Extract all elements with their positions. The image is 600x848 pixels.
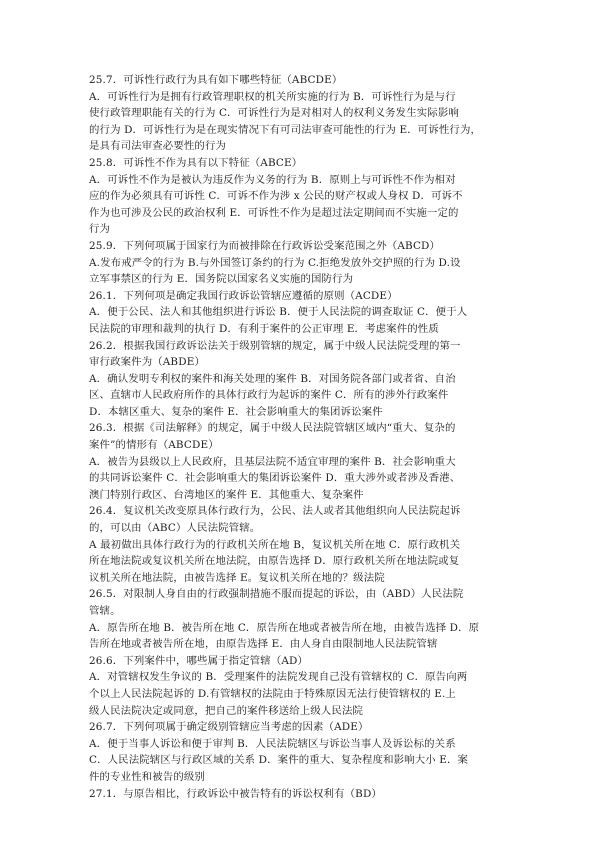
document-text (89, 72, 513, 802)
text-line: A．可诉性不作为是被认为违反作为义务的行为 B．原则上与可诉性不作为相对 (89, 173, 456, 186)
text-line: 件的专业性和被告的级别 (89, 770, 205, 783)
text-line: 25.9．下列何项属于国家行为而被排除在行政诉讼受案范围之外（ABCD） (89, 239, 441, 252)
text-line: 应的作为必须具有可诉性 C．可诉不作为涉 x 公民的财产权或人身权 D．可诉不 (89, 190, 463, 203)
text-line: 26.6．下列案件中，哪些属于指定管辖（AD） (89, 654, 309, 667)
text-line: 告所在地或者被告所在地，由原告选择 E．由人身自由限制地人民法院管辖 (89, 638, 438, 651)
text-line: 26.1．下列何项是确定我国行政诉讼管辖应遵循的原则（ACDE） (89, 289, 398, 302)
text-line: 26.7．下列何项属于确定级别管辖应当考虑的因素（ADE） (89, 721, 369, 734)
text-line: A．被告为县级以上人民政府，且基层法院不适宜审理的案件 B．社会影响重大 (89, 455, 456, 468)
text-line: 行为 (89, 223, 111, 236)
text-line: 所在地法院或复议机关所在地法院，由原告选择 D．原行政机关所在地法院或复 (89, 555, 460, 568)
text-line: A．对管辖权发生争议的 B．受理案件的法院发现自己没有管辖权的 C．原告向两 (89, 671, 468, 684)
text-line: 作为也可涉及公民的政治权利 E．可诉性不作为是超过法定期间而不实施一定的 (89, 206, 459, 219)
text-line: A．可诉性行为是拥有行政管理职权的机关所实施的行为 B．可诉性行为是与行 (89, 90, 456, 103)
text-line: D．本辖区重大、复杂的案件 E．社会影响重大的集团诉讼案件 (89, 405, 383, 418)
text-line: 立军事禁区的行为 E．国务院以国家名义实施的国防行为 (89, 273, 354, 286)
text-line: 民法院的审理和裁判的执行 D．有利于案件的公正审理 E．考虑案件的性质 (89, 322, 439, 335)
text-line: 的共同诉讼案件 C．社会影响重大的集团诉讼案件 D．重大涉外或者涉及香港、 (89, 472, 461, 485)
text-line: 澳门特别行政区、台湾地区的案件 E．其他重大、复杂案件 (89, 488, 364, 501)
text-line: A．确认发明专利权的案件和海关处理的案件 B．对国务院各部门或者省、自治 (89, 372, 456, 385)
text-line: 区、直辖市人民政府所作的具体行政行为起诉的案件 C．所有的涉外行政案件 (89, 389, 449, 402)
text-line: A．便于当事人诉讼和便于审判 B．人民法院辖区与诉讼当事人及诉讼标的关系 (89, 737, 456, 750)
text-line: 26.3．根据《司法解释》的规定，属于中级人民法院管辖区域内“重大、复杂的 (89, 422, 456, 435)
text-line: C．人民法院辖区与行政区域的关系 D．案件的重大、复杂程度和影响大小 E．案 (89, 754, 469, 767)
text-line: 26.2．根据我国行政诉讼法关于级别管辖的规定，属于中级人民法院受理的第一 (89, 339, 461, 352)
text-line: 是具有司法审查必要性的行为 (89, 140, 227, 153)
text-line: A．原告所在地 B．被告所在地 C．原告所在地或者被告所在地，由被告选择 D．原 (89, 621, 480, 634)
text-line: 的行为 D．可诉性行为是在现实情况下有可司法审查可能性的行为 E．可诉性行为， (89, 123, 482, 136)
text-line: A 最初做出具体行政行为的行政机关所在地 B，复议机关所在地 C．原行政机关 (89, 538, 461, 551)
text-line: 审行政案件为（ABDE） (89, 356, 205, 369)
text-line: 27.1．与原告相比，行政诉讼中被告特有的诉讼权利有（BD） (89, 787, 382, 800)
text-line: 的，可以由（ABC）人民法院管辖。 (89, 522, 261, 535)
text-line: 25.7．可诉性行政行为具有如下哪些特征（ABCDE） (89, 74, 343, 86)
text-line: 使行政管理职能有关的行为 C．可诉性行为是对相对人的权利义务发生实际影响 (89, 107, 459, 120)
text-line: 26.5．对限制人身自由的行政强制措施不服而提起的诉讼，由（ABD）人民法院 (89, 588, 464, 601)
text-line: 管辖。 (89, 605, 121, 617)
text-line: 议机关所在地法院，由被告选择 E。复议机关所在地的？级法院 (89, 571, 385, 584)
text-line: A.发布戒严令的行为 B.与外国签订条约的行为 C.拒绝发放外交护照的行为 D.设 (89, 256, 461, 269)
text-line: A．便于公民、法人和其他组织进行诉讼 B．便于人民法院的调查取证 C．便于人 (89, 306, 468, 319)
text-line: 26.4．复议机关改变原具体行政行为，公民、法人或者其他组织向人民法院起诉 (89, 505, 461, 518)
text-line: 25.8．可诉性不作为具有以下特征（ABCE） (89, 156, 303, 169)
text-line: 个以上人民法院起诉的 D.有管辖权的法院由于特殊原因无法行使管辖权的 E.上 (89, 687, 456, 700)
text-line: 案件”的情形有（ABCDE） (89, 439, 219, 452)
text-line: 级人民法院决定或同意，把自己的案件移送给上级人民法院 (89, 704, 364, 717)
